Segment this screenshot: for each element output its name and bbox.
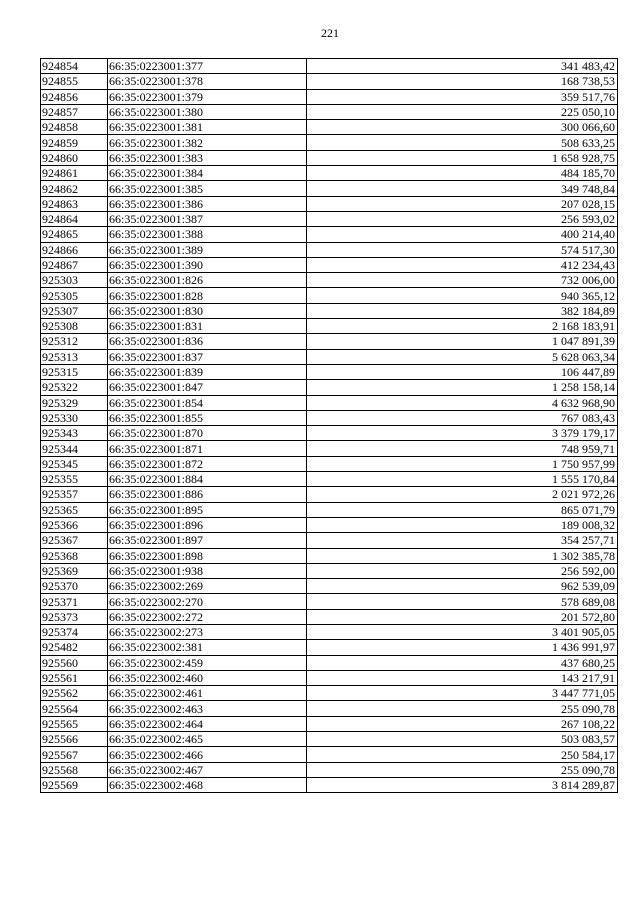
cadastral-number-cell: 66:35:0223001:381 (108, 120, 307, 135)
cadastral-number-cell: 66:35:0223002:461 (108, 686, 307, 701)
row-number-cell: 924861 (41, 166, 108, 181)
value-cell: 574 517,30 (307, 242, 618, 257)
cadastral-number-cell: 66:35:0223001:847 (108, 380, 307, 395)
cadastral-number-cell: 66:35:0223001:895 (108, 502, 307, 517)
value-cell: 256 592,00 (307, 563, 618, 578)
row-number-cell: 925560 (41, 655, 108, 670)
value-cell: 207 028,15 (307, 196, 618, 211)
table-row (41, 624, 618, 639)
table-row (41, 227, 618, 242)
value-cell: 1 750 957,99 (307, 456, 618, 471)
cadastral-number-cell: 66:35:0223001:884 (108, 472, 307, 487)
value-cell: 201 572,80 (307, 609, 618, 624)
table-row (41, 303, 618, 318)
value-cell: 382 184,89 (307, 303, 618, 318)
registry-table-body (41, 59, 618, 793)
row-number-cell: 925374 (41, 624, 108, 639)
cadastral-number-cell: 66:35:0223001:836 (108, 334, 307, 349)
value-cell: 225 050,10 (307, 104, 618, 119)
row-number-cell: 925305 (41, 288, 108, 303)
table-row (41, 395, 618, 410)
value-cell: 250 584,17 (307, 747, 618, 762)
cadastral-number-cell: 66:35:0223001:872 (108, 456, 307, 471)
value-cell: 143 217,91 (307, 670, 618, 685)
value-cell: 503 083,57 (307, 732, 618, 747)
value-cell: 484 185,70 (307, 166, 618, 181)
cadastral-number-cell: 66:35:0223001:871 (108, 441, 307, 456)
table-row (41, 380, 618, 395)
registry-table (40, 58, 618, 793)
table-row (41, 74, 618, 89)
cadastral-number-cell: 66:35:0223001:870 (108, 426, 307, 441)
table-row (41, 777, 618, 792)
value-cell: 1 555 170,84 (307, 472, 618, 487)
row-number-cell: 925303 (41, 273, 108, 288)
value-cell: 4 632 968,90 (307, 395, 618, 410)
value-cell: 267 108,22 (307, 716, 618, 731)
table-row (41, 441, 618, 456)
table-row (41, 686, 618, 701)
row-number-cell: 925307 (41, 303, 108, 318)
value-cell: 189 008,32 (307, 517, 618, 532)
value-cell: 1 258 158,14 (307, 380, 618, 395)
cadastral-number-cell: 66:35:0223001:831 (108, 319, 307, 334)
table-row (41, 472, 618, 487)
cadastral-number-cell: 66:35:0223001:388 (108, 227, 307, 242)
row-number-cell: 925565 (41, 716, 108, 731)
table-row (41, 410, 618, 425)
cadastral-number-cell: 66:35:0223001:389 (108, 242, 307, 257)
row-number-cell: 925567 (41, 747, 108, 762)
value-cell: 3 447 771,05 (307, 686, 618, 701)
table-row (41, 716, 618, 731)
table-row (41, 594, 618, 609)
value-cell: 255 090,78 (307, 701, 618, 716)
cadastral-number-cell: 66:35:0223002:459 (108, 655, 307, 670)
value-cell: 359 517,76 (307, 89, 618, 104)
value-cell: 508 633,25 (307, 135, 618, 150)
cadastral-number-cell: 66:35:0223002:468 (108, 777, 307, 792)
cadastral-number-cell: 66:35:0223001:837 (108, 349, 307, 364)
row-number-cell: 925566 (41, 732, 108, 747)
cadastral-number-cell: 66:35:0223002:273 (108, 624, 307, 639)
row-number-cell: 925344 (41, 441, 108, 456)
table-row (41, 364, 618, 379)
value-cell: 1 047 891,39 (307, 334, 618, 349)
value-cell: 349 748,84 (307, 181, 618, 196)
table-row (41, 273, 618, 288)
cadastral-number-cell: 66:35:0223001:378 (108, 74, 307, 89)
cadastral-number-cell: 66:35:0223002:463 (108, 701, 307, 716)
cadastral-number-cell: 66:35:0223002:460 (108, 670, 307, 685)
value-cell: 865 071,79 (307, 502, 618, 517)
table-row (41, 166, 618, 181)
cadastral-number-cell: 66:35:0223001:384 (108, 166, 307, 181)
value-cell: 354 257,71 (307, 533, 618, 548)
value-cell: 437 680,25 (307, 655, 618, 670)
row-number-cell: 925315 (41, 364, 108, 379)
cadastral-number-cell: 66:35:0223001:377 (108, 59, 307, 74)
value-cell: 1 302 385,78 (307, 548, 618, 563)
table-row (41, 426, 618, 441)
table-row (41, 257, 618, 272)
table-row (41, 762, 618, 777)
value-cell: 400 214,40 (307, 227, 618, 242)
value-cell: 940 365,12 (307, 288, 618, 303)
table-row (41, 242, 618, 257)
cadastral-number-cell: 66:35:0223001:830 (108, 303, 307, 318)
cadastral-number-cell: 66:35:0223001:854 (108, 395, 307, 410)
value-cell: 168 738,53 (307, 74, 618, 89)
row-number-cell: 924866 (41, 242, 108, 257)
row-number-cell: 925373 (41, 609, 108, 624)
row-number-cell: 925357 (41, 487, 108, 502)
value-cell: 2 021 972,26 (307, 487, 618, 502)
table-row (41, 533, 618, 548)
row-number-cell: 924867 (41, 257, 108, 272)
row-number-cell: 925368 (41, 548, 108, 563)
cadastral-number-cell: 66:35:0223001:839 (108, 364, 307, 379)
cadastral-number-cell: 66:35:0223001:938 (108, 563, 307, 578)
table-row (41, 732, 618, 747)
row-number-cell: 925308 (41, 319, 108, 334)
value-cell: 255 090,78 (307, 762, 618, 777)
row-number-cell: 925330 (41, 410, 108, 425)
cadastral-number-cell: 66:35:0223001:886 (108, 487, 307, 502)
row-number-cell: 925568 (41, 762, 108, 777)
row-number-cell: 925365 (41, 502, 108, 517)
cadastral-number-cell: 66:35:0223001:383 (108, 150, 307, 165)
row-number-cell: 925366 (41, 517, 108, 532)
row-number-cell: 924864 (41, 211, 108, 226)
table-row (41, 89, 618, 104)
table-row (41, 196, 618, 211)
value-cell: 962 539,09 (307, 579, 618, 594)
table-row (41, 150, 618, 165)
table-row (41, 349, 618, 364)
cadastral-number-cell: 66:35:0223001:386 (108, 196, 307, 211)
row-number-cell: 924863 (41, 196, 108, 211)
table-row (41, 563, 618, 578)
cadastral-number-cell: 66:35:0223001:896 (108, 517, 307, 532)
table-row (41, 655, 618, 670)
table-row (41, 640, 618, 655)
cadastral-number-cell: 66:35:0223001:380 (108, 104, 307, 119)
cadastral-number-cell: 66:35:0223001:897 (108, 533, 307, 548)
row-number-cell: 924858 (41, 120, 108, 135)
row-number-cell: 925329 (41, 395, 108, 410)
table-row (41, 319, 618, 334)
cadastral-number-cell: 66:35:0223001:898 (108, 548, 307, 563)
table-row (41, 609, 618, 624)
row-number-cell: 924854 (41, 59, 108, 74)
table-row (41, 120, 618, 135)
cadastral-number-cell: 66:35:0223001:382 (108, 135, 307, 150)
cadastral-number-cell: 66:35:0223001:390 (108, 257, 307, 272)
row-number-cell: 925482 (41, 640, 108, 655)
value-cell: 300 066,60 (307, 120, 618, 135)
table-row (41, 487, 618, 502)
table-row (41, 502, 618, 517)
value-cell: 1 658 928,75 (307, 150, 618, 165)
row-number-cell: 925355 (41, 472, 108, 487)
table-row (41, 211, 618, 226)
value-cell: 3 814 289,87 (307, 777, 618, 792)
row-number-cell: 925371 (41, 594, 108, 609)
cadastral-number-cell: 66:35:0223001:379 (108, 89, 307, 104)
table-row (41, 288, 618, 303)
table-row (41, 104, 618, 119)
cadastral-number-cell: 66:35:0223002:467 (108, 762, 307, 777)
row-number-cell: 925562 (41, 686, 108, 701)
cadastral-number-cell: 66:35:0223002:270 (108, 594, 307, 609)
value-cell: 2 168 183,91 (307, 319, 618, 334)
table-row (41, 181, 618, 196)
row-number-cell: 924860 (41, 150, 108, 165)
value-cell: 732 006,00 (307, 273, 618, 288)
row-number-cell: 925564 (41, 701, 108, 716)
table-row (41, 548, 618, 563)
cadastral-number-cell: 66:35:0223002:269 (108, 579, 307, 594)
cadastral-number-cell: 66:35:0223001:387 (108, 211, 307, 226)
value-cell: 748 959,71 (307, 441, 618, 456)
table-row (41, 670, 618, 685)
row-number-cell: 925312 (41, 334, 108, 349)
value-cell: 256 593,02 (307, 211, 618, 226)
row-number-cell: 924865 (41, 227, 108, 242)
table-row (41, 334, 618, 349)
value-cell: 3 379 179,17 (307, 426, 618, 441)
row-number-cell: 925367 (41, 533, 108, 548)
value-cell: 341 483,42 (307, 59, 618, 74)
cadastral-number-cell: 66:35:0223002:466 (108, 747, 307, 762)
cadastral-number-cell: 66:35:0223001:828 (108, 288, 307, 303)
value-cell: 5 628 063,34 (307, 349, 618, 364)
row-number-cell: 924859 (41, 135, 108, 150)
table-row (41, 59, 618, 74)
page-number: 221 (321, 26, 339, 40)
cadastral-number-cell: 66:35:0223001:385 (108, 181, 307, 196)
value-cell: 3 401 905,05 (307, 624, 618, 639)
cadastral-number-cell: 66:35:0223002:381 (108, 640, 307, 655)
value-cell: 106 447,89 (307, 364, 618, 379)
row-number-cell: 924855 (41, 74, 108, 89)
value-cell: 1 436 991,97 (307, 640, 618, 655)
cadastral-number-cell: 66:35:0223002:272 (108, 609, 307, 624)
row-number-cell: 925369 (41, 563, 108, 578)
row-number-cell: 924857 (41, 104, 108, 119)
cadastral-number-cell: 66:35:0223002:465 (108, 732, 307, 747)
value-cell: 767 083,43 (307, 410, 618, 425)
row-number-cell: 925322 (41, 380, 108, 395)
row-number-cell: 925343 (41, 426, 108, 441)
cadastral-number-cell: 66:35:0223001:826 (108, 273, 307, 288)
cadastral-number-cell: 66:35:0223001:855 (108, 410, 307, 425)
table-row (41, 456, 618, 471)
table-row (41, 517, 618, 532)
table-row (41, 579, 618, 594)
row-number-cell: 925569 (41, 777, 108, 792)
value-cell: 412 234,43 (307, 257, 618, 272)
table-row (41, 135, 618, 150)
row-number-cell: 925370 (41, 579, 108, 594)
row-number-cell: 925313 (41, 349, 108, 364)
table-row (41, 747, 618, 762)
value-cell: 578 689,08 (307, 594, 618, 609)
row-number-cell: 924862 (41, 181, 108, 196)
row-number-cell: 925561 (41, 670, 108, 685)
cadastral-number-cell: 66:35:0223002:464 (108, 716, 307, 731)
row-number-cell: 924856 (41, 89, 108, 104)
row-number-cell: 925345 (41, 456, 108, 471)
table-row (41, 701, 618, 716)
